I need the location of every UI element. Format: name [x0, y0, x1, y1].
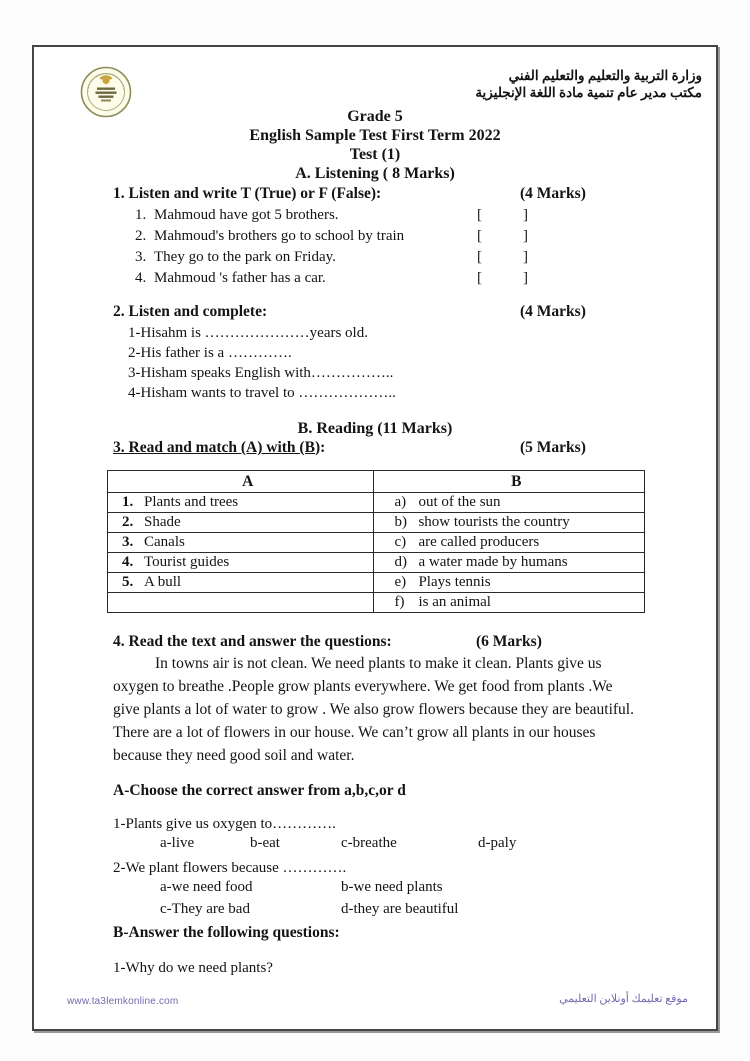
- column-b-text: a water made by humans: [418, 554, 568, 570]
- mcq1-stem: 1-Plants give us oxygen to………….: [113, 816, 336, 832]
- item-text: Mahmoud 's father has a car.: [154, 270, 326, 286]
- answer-bracket-close: ]: [523, 228, 528, 244]
- answer-bracket-close: ]: [523, 270, 528, 286]
- column-a-text: A bull: [144, 574, 182, 590]
- q1-marks: (4 Marks): [520, 185, 586, 202]
- ministry-seal-icon: [80, 66, 132, 118]
- answer-bracket-open: [: [477, 249, 482, 265]
- test-paper-page: [32, 45, 718, 1031]
- q1-heading: 1. Listen and write T (True) or F (False):: [113, 185, 382, 202]
- row-number: 2.: [122, 514, 134, 530]
- item-text: Mahmoud have got 5 brothers.: [154, 207, 339, 223]
- table-row: [108, 593, 645, 613]
- q1-items: [113, 205, 637, 289]
- ministry-header-arabic: [475, 67, 702, 101]
- completion-item: 1-Hisahm is …………………years old.: [128, 325, 368, 341]
- answer-bracket-close: ]: [523, 249, 528, 265]
- mcq-option: b-eat: [250, 835, 280, 851]
- mcq2-options-row1: [113, 879, 637, 901]
- completion-item: 3-Hisham speaks English with……………..: [128, 365, 394, 381]
- q3-heading-row: [113, 439, 637, 457]
- mcq2-stem: 2-We plant flowers because ………….: [113, 860, 347, 876]
- answer-bracket-open: [: [477, 207, 482, 223]
- table-row: [108, 533, 645, 553]
- table-row: [108, 553, 645, 573]
- ministry-seal-logo: [80, 66, 132, 118]
- item-number: 2.: [135, 228, 147, 244]
- q4-heading: 4. Read the text and answer the questions:: [113, 633, 392, 650]
- item-number: 4.: [135, 270, 147, 286]
- tf-item: [113, 205, 637, 226]
- tf-item: [113, 268, 637, 289]
- q4-heading-row: [113, 633, 637, 651]
- mcq-option: d-they are beautiful: [341, 901, 459, 917]
- grade-title: Grade 5: [347, 108, 403, 125]
- table-header-row: [108, 471, 645, 493]
- row-letter: f): [394, 594, 405, 610]
- row-number: 3.: [122, 534, 134, 550]
- q3-marks: (5 Marks): [520, 439, 586, 456]
- test-number-title: Test (1): [349, 146, 401, 163]
- table-row: [108, 513, 645, 533]
- column-b-text: are called producers: [418, 534, 540, 550]
- answer-bracket-open: [: [477, 228, 482, 244]
- tf-item: [113, 226, 637, 247]
- mcq-option: c-breathe: [341, 835, 397, 851]
- row-number: 1.: [122, 494, 134, 510]
- content-column: [113, 185, 637, 977]
- row-letter: e): [394, 574, 407, 590]
- tf-item: [113, 247, 637, 268]
- q2-items: [113, 323, 637, 403]
- column-b-text: Plays tennis: [418, 574, 491, 590]
- column-b-text: out of the sun: [418, 494, 501, 510]
- row-letter: a): [394, 494, 407, 510]
- q1-heading-row: [113, 185, 637, 203]
- section-b-title: B. Reading (11 Marks): [297, 420, 453, 437]
- table-row: [108, 573, 645, 593]
- mcq-option: a-we need food: [160, 879, 253, 895]
- part-a-heading: A-Choose the correct answer from a,b,c,or d: [113, 782, 406, 799]
- q2-heading-row: [113, 303, 637, 321]
- q2-heading: 2. Listen and complete:: [113, 303, 268, 320]
- row-number: 4.: [122, 554, 134, 570]
- q4-marks: (6 Marks): [476, 633, 542, 650]
- completion-item: 2-His father is a ………….: [128, 345, 292, 361]
- column-b-text: is an animal: [418, 594, 491, 610]
- answer-bracket-open: [: [477, 270, 482, 286]
- footer-website-url: www.ta3lemkonline.com: [67, 996, 179, 1007]
- part-b-heading: B-Answer the following questions:: [113, 924, 340, 941]
- part-b-question: 1-Why do we need plants?: [113, 960, 273, 976]
- column-a-text: Tourist guides: [144, 554, 230, 570]
- mcq2-options-row2: [113, 901, 637, 923]
- row-letter: b): [394, 514, 407, 530]
- office-name-line: مكتب مدير عام تنمية مادة اللغة الإنجليزية: [475, 85, 702, 100]
- mcq1-options: [113, 835, 637, 857]
- column-a-text: Canals: [144, 534, 185, 550]
- item-text: Mahmoud's brothers go to school by train: [154, 228, 405, 244]
- row-number: 5.: [122, 574, 134, 590]
- row-letter: d): [394, 554, 407, 570]
- completion-item: 4-Hisham wants to travel to ………………..: [128, 385, 396, 401]
- column-a-text: Shade: [144, 514, 181, 530]
- column-a-text: Plants and trees: [144, 494, 239, 510]
- reading-passage: In towns air is not clean. We need plants to make it clean. Plants give us oxygen to breathe .People grow plants everywhere. We get food from plants .We give plants a lot of water to grow . We also grow flowers because they are beautiful. There are a lot of flowers in our house. We can’t grow all plants in our houses because they need good soil and water.: [113, 655, 634, 764]
- q2-marks: (4 Marks): [520, 303, 586, 320]
- mcq-option: c-They are bad: [160, 901, 250, 917]
- answer-bracket-close: ]: [523, 207, 528, 223]
- title-block: [34, 107, 716, 183]
- column-a-header: A: [108, 471, 374, 493]
- q3-heading-suffix: ):: [314, 439, 326, 456]
- column-b-header: B: [374, 471, 645, 493]
- table-row: [108, 493, 645, 513]
- column-b-text: show tourists the country: [418, 514, 570, 530]
- match-table: [107, 470, 645, 613]
- row-letter: c): [394, 534, 407, 550]
- mcq-option: b-we need plants: [341, 879, 443, 895]
- item-number: 3.: [135, 249, 147, 265]
- item-number: 1.: [135, 207, 147, 223]
- item-text: They go to the park on Friday.: [154, 249, 336, 265]
- footer-site-name-arabic: موقع تعليمك أونلاين التعليمي: [559, 993, 688, 1005]
- mcq-option: a-live: [160, 835, 195, 851]
- mcq-option: d-paly: [478, 835, 517, 851]
- section-a-title: A. Listening ( 8 Marks): [295, 165, 455, 182]
- ministry-name-line: وزارة التربية والتعليم والتعليم الفني: [508, 68, 702, 83]
- test-name-title: English Sample Test First Term 2022: [249, 127, 501, 144]
- q3-heading: 3. Read and match (A) with (B: [113, 439, 315, 456]
